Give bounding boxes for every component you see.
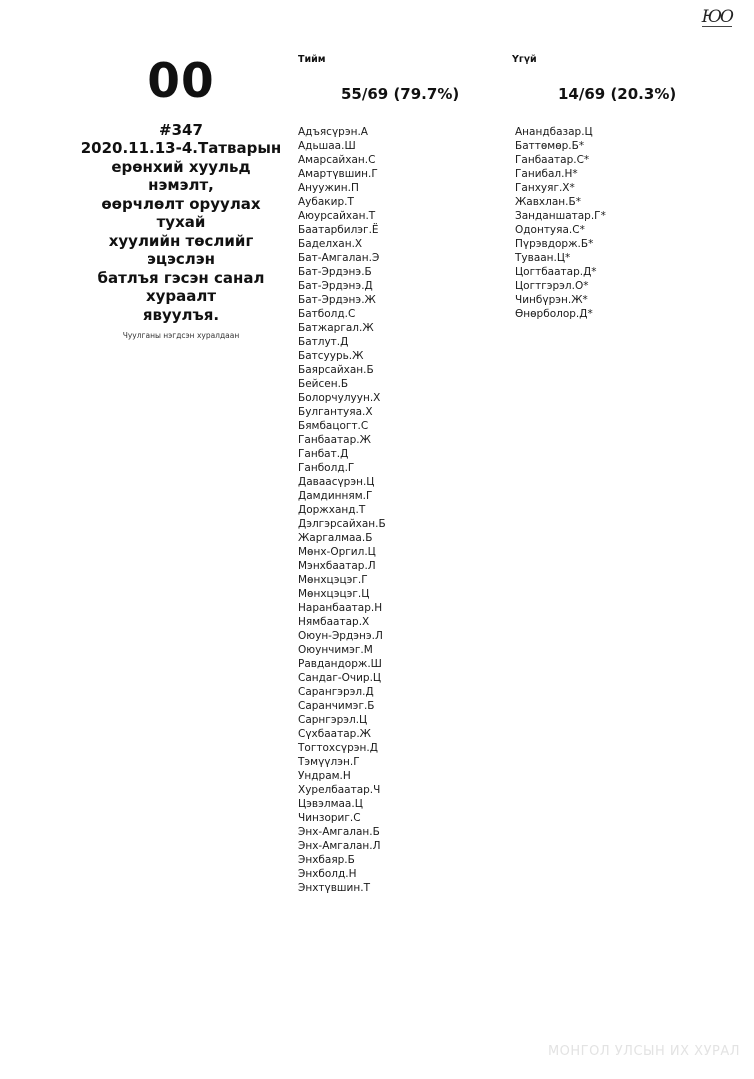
yes-voter-name: Баярсайхан.Б	[298, 364, 374, 376]
no-voter-name: Чинбүрэн.Ж*	[515, 294, 588, 306]
yes-voter-name: Хурелбаатар.Ч	[298, 784, 381, 796]
yes-label: Тийм	[298, 54, 326, 65]
yes-voter-name: Мэнхбаатар.Л	[298, 560, 376, 572]
yes-voter-name: Энх-Амгалан.Л	[298, 840, 381, 852]
yes-voter-name: Булгантуяа.Х	[298, 406, 373, 418]
yes-voter-name: Сүхбаатар.Ж	[298, 728, 371, 740]
yes-voter-name: Амартүвшин.Г	[298, 168, 378, 180]
no-voter-name: Пүрэвдорж.Б*	[515, 238, 594, 250]
yes-voter-name: Бат-Амгалан.Э	[298, 252, 380, 264]
yes-voter-name: Доржханд.Т	[298, 504, 366, 516]
yes-voter-name: Ануужин.П	[298, 182, 359, 194]
motion-title	[78, 139, 284, 324]
no-column	[512, 54, 712, 320]
motion-title-line: явуулъя.	[142, 305, 220, 324]
no-voter-name: Ганхуяг.Х*	[515, 182, 575, 194]
yes-voter-name: Саранчимэг.Б	[298, 700, 375, 712]
yes-voter-name: Наранбаатар.Н	[298, 602, 383, 614]
yes-voter-name: Адъясүрэн.А	[298, 126, 368, 138]
motion-title-line: 2020.11.13-4.Татварын	[80, 139, 282, 157]
yes-voter-name: Энх-Амгалан.Б	[298, 826, 380, 838]
yes-voter-name: Болорчулуун.Х	[298, 392, 381, 404]
motion-title-line: өөрчлөлт оруулах тухай	[101, 194, 261, 231]
no-name-list	[515, 125, 606, 321]
yes-voter-name: Мөнхцэцэг.Г	[298, 574, 368, 586]
yes-voter-name: Сарангэрэл.Д	[298, 686, 374, 698]
yes-column	[298, 54, 498, 894]
yes-voter-name: Сарнгэрэл.Ц	[298, 714, 368, 726]
yes-voter-name: Бейсен.Б	[298, 378, 349, 390]
yes-voter-name: Сандаг-Очир.Ц	[298, 672, 382, 684]
yes-voter-name: Батсуурь.Ж	[298, 350, 364, 362]
yes-voter-name: Батжаргал.Ж	[298, 322, 374, 334]
yes-name-list	[298, 125, 386, 895]
yes-voter-name: Энхбаяр.Б	[298, 854, 355, 866]
yes-voter-name: Мөнхцэцэг.Ц	[298, 588, 370, 600]
yes-voter-name: Бат-Эрдэнэ.Д	[298, 280, 373, 292]
yes-voter-name: Баделхан.Х	[298, 238, 363, 250]
page-number-mark: ЮО	[701, 7, 732, 27]
yes-voter-name: Равдандорж.Ш	[298, 658, 382, 670]
no-voter-name: Одонтуяа.С*	[515, 224, 585, 236]
yes-voter-name: Энхболд.Н	[298, 868, 357, 880]
no-voter-name: Туваан.Ц*	[515, 252, 571, 264]
yes-count: 55/69 (79.7%)	[341, 85, 460, 103]
yes-voter-name: Энхтүвшин.Т	[298, 882, 370, 894]
yes-voter-name: Адьшаа.Ш	[298, 140, 356, 152]
yes-voter-name: Мөнх-Оргил.Ц	[298, 546, 376, 558]
yes-voter-name: Нямбаатар.Х	[298, 616, 370, 628]
yes-voter-name: Амарсайхан.С	[298, 154, 376, 166]
yes-voter-name: Дамдинням.Г	[298, 490, 373, 502]
no-voter-name: Цогтгэрэл.О*	[515, 280, 589, 292]
motion-title-line: ерөнхий хуульд нэмэлт,	[111, 157, 251, 194]
motion-title-line: батлъя гэсэн санал хураалт	[97, 268, 265, 305]
yes-voter-name: Тогтохсүрэн.Д	[298, 742, 378, 754]
yes-voter-name: Оюунчимэг.М	[298, 644, 373, 656]
footer-watermark: МОНГОЛ УЛСЫН ИХ ХУРАЛ	[547, 1044, 740, 1059]
yes-voter-name: Бат-Эрдэнэ.Ж	[298, 294, 376, 306]
yes-voter-name: Бат-Эрдэнэ.Б	[298, 266, 372, 278]
no-voter-name: Баттөмөр.Б*	[515, 140, 585, 152]
yes-voter-name: Ганбат.Д	[298, 448, 349, 460]
no-voter-name: Цогтбаатар.Д*	[515, 266, 597, 278]
no-voter-name: Өнөрболор.Д*	[515, 308, 593, 320]
no-voter-name: Ганибал.Н*	[515, 168, 578, 180]
yes-voter-name: Батлут.Д	[298, 336, 349, 348]
meeting-type: Чуулганы нэгдсэн хуралдаан	[122, 331, 240, 340]
yes-voter-name: Ундрам.Н	[298, 770, 351, 782]
motion-number: #347	[159, 121, 203, 139]
no-label: Үгүй	[512, 54, 537, 65]
yes-voter-name: Дэлгэрсайхан.Б	[298, 518, 386, 530]
yes-voter-name: Даваасүрэн.Ц	[298, 476, 375, 488]
yes-voter-name: Бямбацогт.С	[298, 420, 369, 432]
yes-voter-name: Ганбаатар.Ж	[298, 434, 371, 446]
yes-voter-name: Баатарбилэг.Ё	[298, 224, 379, 236]
yes-voter-name: Тэмүүлэн.Г	[298, 756, 360, 768]
no-voter-name: Ганбаатар.С*	[515, 154, 590, 166]
no-voter-name: Жавхлан.Б*	[515, 196, 581, 208]
motion-title-line: хуулийн төслийг эцэслэн	[108, 231, 254, 268]
yes-voter-name: Чинзориг.С	[298, 812, 361, 824]
yes-voter-name: Оюун-Эрдэнэ.Л	[298, 630, 383, 642]
no-count: 14/69 (20.3%)	[558, 85, 677, 103]
no-voter-name: Занданшатар.Г*	[515, 210, 606, 222]
yes-voter-name: Жаргалмаа.Б	[298, 532, 373, 544]
yes-voter-name: Ганболд.Г	[298, 462, 355, 474]
no-voter-name: Анандбазар.Ц	[515, 126, 593, 138]
yes-voter-name: Цэвэлмаа.Ц	[298, 798, 363, 810]
session-code: 00	[147, 54, 215, 109]
yes-voter-name: Аубакир.Т	[298, 196, 354, 208]
yes-voter-name: Аюурсайхан.Т	[298, 210, 376, 222]
yes-voter-name: Батболд.С	[298, 308, 356, 320]
motion-panel	[78, 54, 284, 341]
